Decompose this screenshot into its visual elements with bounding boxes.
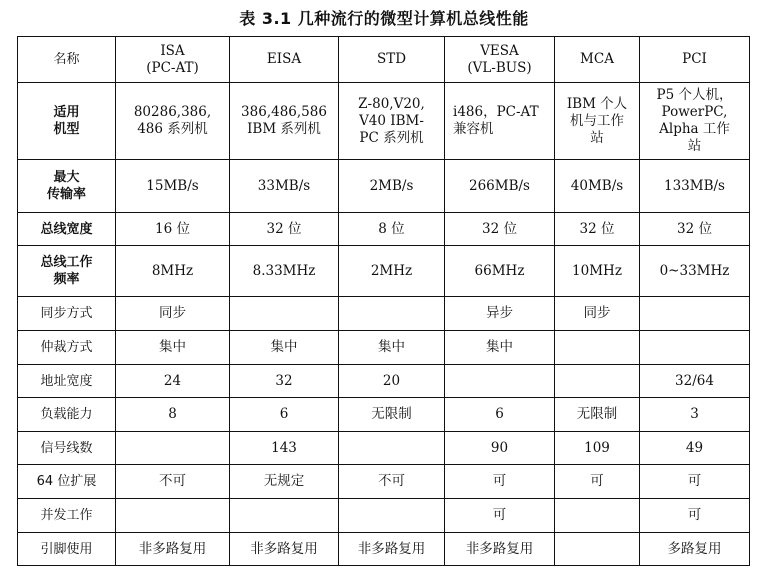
table-cell: [445, 331, 555, 365]
row-label: [18, 297, 116, 331]
table-cell: [339, 246, 445, 297]
cell-line: 109: [584, 439, 610, 456]
cell-line: 32: [275, 372, 293, 389]
header-cell-vesa: [445, 37, 555, 83]
cell-line: 同步: [583, 305, 611, 321]
table-cell: [339, 398, 445, 432]
cell-line: 8.33MHz: [252, 262, 316, 279]
cell-line: 可: [687, 507, 702, 523]
cell-line: PowerPC,: [661, 104, 728, 120]
header-line: MCA: [580, 51, 614, 67]
table-cell: [339, 213, 445, 246]
cell-line: 2MHz: [370, 262, 413, 279]
table-cell: [230, 213, 339, 246]
row-label-line: 引脚使用: [40, 541, 93, 557]
cell-line: 133MB/s: [664, 177, 725, 194]
cell-line: 32 位: [266, 220, 302, 237]
table-cell: [230, 398, 339, 432]
table-cell: [445, 533, 555, 566]
table-cell: [640, 365, 750, 398]
cell-line: V40 IBM-: [359, 112, 424, 129]
cell-line: 0~33MHz: [659, 262, 730, 279]
cell-line: 266MB/s: [469, 177, 530, 194]
cell-line: 66MHz: [474, 262, 525, 279]
cell-line: 33MB/s: [257, 177, 311, 194]
cell-line: 24: [163, 372, 182, 389]
table-cell: [230, 432, 339, 465]
header-cell-std: [339, 37, 445, 83]
table-row: [18, 465, 750, 499]
row-label-line: 仲裁方式: [40, 340, 93, 355]
cell-line: 可: [492, 473, 507, 489]
table-cell: [339, 83, 445, 160]
table-cell: [230, 331, 339, 365]
cell-line: IBM 个人: [566, 95, 628, 112]
table-cell: [116, 246, 230, 297]
header-cell-isa: [116, 37, 230, 83]
cell-line: 8 位: [378, 220, 405, 237]
table-cell: [555, 297, 640, 331]
cell-line: 90: [490, 439, 509, 456]
table-cell: [116, 499, 230, 533]
row-label-line: 最大: [53, 170, 80, 185]
table-cell: [339, 160, 445, 213]
table-cell: [339, 297, 445, 331]
cell-line: 6: [279, 406, 289, 422]
cell-line: 32 位: [677, 220, 712, 237]
table-cell: [116, 432, 230, 465]
table-cell: [339, 365, 445, 398]
cell-line: 非多路复用: [357, 540, 426, 557]
cell-line: 可: [687, 473, 702, 489]
table-cell: [640, 398, 750, 432]
table-cell: [230, 465, 339, 499]
header-line: ISA: [160, 42, 185, 59]
table-row: [18, 533, 750, 566]
table-cell: [555, 465, 640, 499]
table-cell: [116, 398, 230, 432]
cell-line: 无限制: [576, 406, 618, 422]
row-label: [18, 365, 116, 398]
cell-line: 机与工作: [570, 112, 624, 129]
row-label: [18, 246, 116, 297]
cell-line: 不可: [378, 473, 405, 489]
row-label: [18, 432, 116, 465]
cell-line: 32 位: [482, 220, 517, 237]
table-cell: [116, 83, 230, 160]
table-cell: [640, 160, 750, 213]
cell-line: 32 位: [579, 220, 615, 237]
table-cell: [230, 533, 339, 566]
header-line: (PC-AT): [146, 59, 199, 76]
row-label-line: 频率: [53, 272, 80, 287]
cell-line: 49: [685, 439, 704, 456]
row-label: [18, 465, 116, 499]
cell-line: Alpha 工作: [659, 121, 730, 137]
header-cell-eisa: [230, 37, 339, 83]
table-cell: [445, 160, 555, 213]
table-cell: [640, 83, 750, 160]
table-cell: [116, 365, 230, 398]
cell-line: 可: [492, 507, 507, 523]
table-cell: [445, 213, 555, 246]
table-cell: [230, 160, 339, 213]
header-line: EISA: [266, 51, 302, 67]
table-cell: [116, 297, 230, 331]
header-line: VESA: [480, 42, 519, 59]
row-label-line: 机型: [53, 122, 80, 137]
cell-line: 80286,386,: [133, 104, 212, 120]
cell-line: 可: [590, 473, 604, 489]
cell-line: 非多路复用: [250, 540, 318, 557]
table-cell: [339, 432, 445, 465]
table-cell: [445, 499, 555, 533]
cell-line: 兼容机: [453, 121, 494, 137]
table-cell: [116, 533, 230, 566]
cell-line: 非多路复用: [138, 540, 207, 557]
table-row: [18, 365, 750, 398]
table-row: [18, 213, 750, 246]
table-title: 表 3.1 几种流行的微型计算机总线性能: [239, 9, 529, 28]
table-row: [18, 499, 750, 533]
cell-line: 集中: [486, 339, 513, 355]
row-label-line: 64 位扩展: [36, 474, 97, 489]
table-cell: [339, 465, 445, 499]
header-cell-pci: [640, 37, 750, 83]
header-line: (VL-BUS): [467, 59, 532, 76]
table-cell: [445, 432, 555, 465]
row-label-line: 同步方式: [40, 306, 93, 321]
cell-line: i486，PC-AT: [453, 104, 539, 120]
table-row: [18, 331, 750, 365]
table-row: [18, 297, 750, 331]
table-cell: [116, 160, 230, 213]
cell-line: 多路复用: [667, 540, 722, 557]
header-cell-name: 名称: [18, 37, 116, 83]
table-row: [18, 432, 750, 465]
table-cell: [555, 499, 640, 533]
cell-line: 486 系列机: [137, 121, 208, 137]
cell-line: P5 个人机，: [656, 87, 733, 103]
table-cell: [640, 213, 750, 246]
table-cell: [116, 331, 230, 365]
row-label: [18, 499, 116, 533]
table-row: [18, 160, 750, 213]
cell-line: 40MB/s: [570, 177, 624, 194]
cell-line: 3: [690, 406, 699, 422]
cell-line: 不可: [159, 473, 186, 489]
table-cell: [555, 160, 640, 213]
table-body: [18, 83, 750, 566]
table-cell: [555, 432, 640, 465]
cell-line: 143: [271, 439, 297, 456]
cell-line: 站: [687, 138, 702, 154]
row-label: [18, 160, 116, 213]
table-cell: [116, 213, 230, 246]
cell-line: 无限制: [371, 406, 412, 422]
table-cell: [555, 83, 640, 160]
row-label-line: 并发工作: [40, 508, 93, 523]
table-cell: [555, 533, 640, 566]
table-cell: [445, 465, 555, 499]
table-cell: [640, 499, 750, 533]
row-label: [18, 83, 116, 160]
table-cell: [445, 398, 555, 432]
table-row: [18, 246, 750, 297]
table-row: [18, 398, 750, 432]
table-cell: [640, 533, 750, 566]
cell-line: 站: [590, 129, 604, 146]
table-cell: [640, 246, 750, 297]
cell-line: 集中: [270, 339, 298, 355]
table-cell: [339, 533, 445, 566]
table-cell: [640, 331, 750, 365]
table-cell: [230, 297, 339, 331]
table-cell: [640, 432, 750, 465]
cell-line: 2MB/s: [369, 177, 414, 194]
cell-line: 20: [382, 372, 401, 389]
header-line: PCI: [682, 51, 707, 67]
table-cell: [230, 83, 339, 160]
row-label-line: 总线工作: [40, 255, 93, 270]
table-cell: [555, 398, 640, 432]
cell-line: 8: [168, 406, 177, 422]
header-cell-mca: [555, 37, 640, 83]
table-cell: [445, 297, 555, 331]
cell-line: 无规定: [263, 473, 305, 489]
cell-line: 32/64: [675, 372, 714, 389]
cell-line: PC 系列机: [359, 129, 424, 146]
row-label-line: 地址宽度: [40, 373, 93, 389]
cell-line: 集中: [159, 339, 186, 355]
table-cell: [445, 365, 555, 398]
cell-line: Z-80,V20,: [358, 95, 425, 112]
row-label: [18, 331, 116, 365]
bus-performance-table: [17, 36, 750, 566]
table-cell: [230, 499, 339, 533]
table-cell: [445, 83, 555, 160]
table-cell: [555, 331, 640, 365]
cell-line: 集中: [378, 339, 405, 355]
cell-line: 异步: [486, 305, 513, 321]
row-label: [18, 533, 116, 566]
cell-line: 10MHz: [572, 262, 622, 279]
cell-line: IBM 系列机: [247, 121, 321, 137]
table-cell: [445, 246, 555, 297]
table-cell: [555, 246, 640, 297]
cell-line: 非多路复用: [465, 540, 534, 557]
table-row: [18, 83, 750, 160]
table-cell: [555, 213, 640, 246]
header-row: [18, 37, 750, 83]
table-cell: [555, 365, 640, 398]
row-label-line: 适用: [53, 105, 80, 120]
row-label-line: 传输率: [46, 187, 86, 202]
cell-line: 同步: [159, 305, 186, 321]
cell-line: 16 位: [155, 220, 190, 237]
header-line: STD: [376, 51, 407, 67]
table-cell: [339, 331, 445, 365]
row-label-line: 信号线数: [40, 440, 93, 456]
cell-line: 6: [495, 406, 504, 422]
table-cell: [116, 465, 230, 499]
cell-line: 386,486,586: [241, 104, 327, 120]
table-cell: [640, 465, 750, 499]
table-cell: [230, 365, 339, 398]
table-cell: [640, 297, 750, 331]
row-label: [18, 398, 116, 432]
cell-line: 8MHz: [151, 262, 194, 279]
table-cell: [230, 246, 339, 297]
row-label-line: 负载能力: [40, 407, 93, 422]
row-label-line: 总线宽度: [40, 221, 93, 237]
table-cell: [339, 499, 445, 533]
cell-line: 15MB/s: [146, 177, 199, 194]
row-label: [18, 213, 116, 246]
